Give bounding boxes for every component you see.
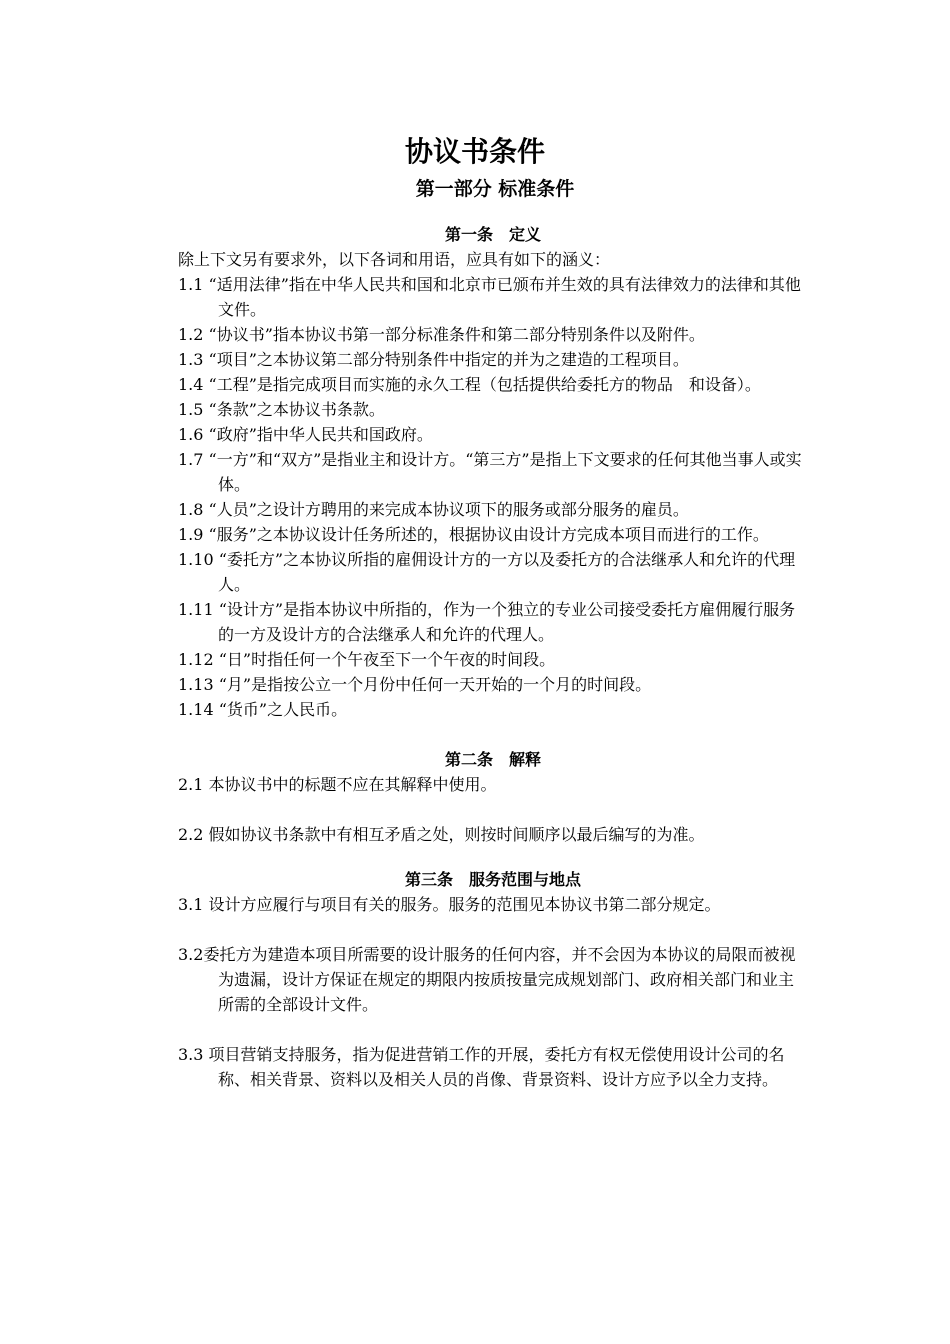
article-2-heading: 第二条 解释 — [444, 750, 541, 769]
clause-1-12: 1.12 “日”时指任何一个午夜至下一个午夜的时间段。 — [178, 650, 556, 669]
clause-1-1: 1.1 “适用法律”指在中华人民共和国和北京市已颁布并生效的具有法律效力的法律和其他文件。 — [178, 275, 801, 319]
clause-1-7: 1.7 “一方”和“双方”是指业主和设计方。“第三方”是指上下文要求的任何其他当事人或实体。 — [178, 450, 802, 494]
clause-1-5: 1.5 “条款”之本协议书条款。 — [178, 400, 385, 419]
clause-1-2: 1.2 “协议书”指本协议书第一部分标准条件和第二部分特别条件以及附件。 — [178, 325, 705, 344]
clause-1-6: 1.6 “政府”指中华人民共和国政府。 — [178, 425, 433, 444]
document-subtitle: 第一部分 标准条件 — [415, 178, 575, 200]
article-1-heading: 第一条 定义 — [444, 225, 541, 244]
clause-1-8: 1.8 “人员”之设计方聘用的来完成本协议项下的服务或部分服务的雇员。 — [178, 500, 689, 519]
clause-2-2: 2.2 假如协议书条款中有相互矛盾之处，则按时间顺序以最后编写的为准。 — [178, 825, 705, 844]
clause-3-3: 3.3 项目营销支持服务，指为促进营销工作的开展，委托方有权无偿使用设计公司的名称、相关背景、资料以及相关人员的肖像、背景资料、设计方应予以全力支持。 — [178, 1045, 785, 1089]
clause-1-3: 1.3 “项目”之本协议第二部分特别条件中指定的并为之建造的工程项目。 — [178, 350, 689, 369]
clause-1-9: 1.9 “服务”之本协议设计任务所述的，根据协议由设计方完成本项目而进行的工作。 — [178, 525, 769, 544]
clause-1-13: 1.13 “月”是指按公立一个月份中任何一天开始的一个月的时间段。 — [178, 675, 652, 694]
clause-2-1: 2.1 本协议书中的标题不应在其解释中使用。 — [178, 775, 497, 794]
clause-3-1: 3.1 设计方应履行与项目有关的服务。服务的范围见本协议书第二部分规定。 — [178, 895, 721, 914]
article-1-intro: 除上下文另有要求外，以下各词和用语，应具有如下的涵义： — [178, 250, 611, 269]
document-body — [178, 222, 808, 1092]
clause-1-14: 1.14 “货币”之人民币。 — [178, 700, 348, 719]
clause-1-11: 1.11 “设计方”是指本协议中所指的，作为一个独立的专业公司接受委托方雇佣履行服务的一方及设计方的合法继承人和允许的代理人。 — [178, 600, 796, 644]
document-title: 协议书条件 — [404, 135, 545, 168]
clause-1-4: 1.4 “工程”是指完成项目而实施的永久工程（包括提供给委托方的物品 和设备）。 — [178, 375, 761, 394]
clause-1-10: 1.10 “委托方”之本协议所指的雇佣设计方的一方以及委托方的合法继承人和允许的代理人。 — [178, 550, 796, 594]
article-3-heading: 第三条 服务范围与地点 — [404, 870, 581, 889]
clause-3-2: 3.2委托方为建造本项目所需要的设计服务的任何内容，并不会因为本协议的局限而被视为遗漏，设计方保证在规定的期限内按质按量完成规划部门、政府相关部门和业主所需的全部设计文件。 — [178, 945, 796, 1014]
